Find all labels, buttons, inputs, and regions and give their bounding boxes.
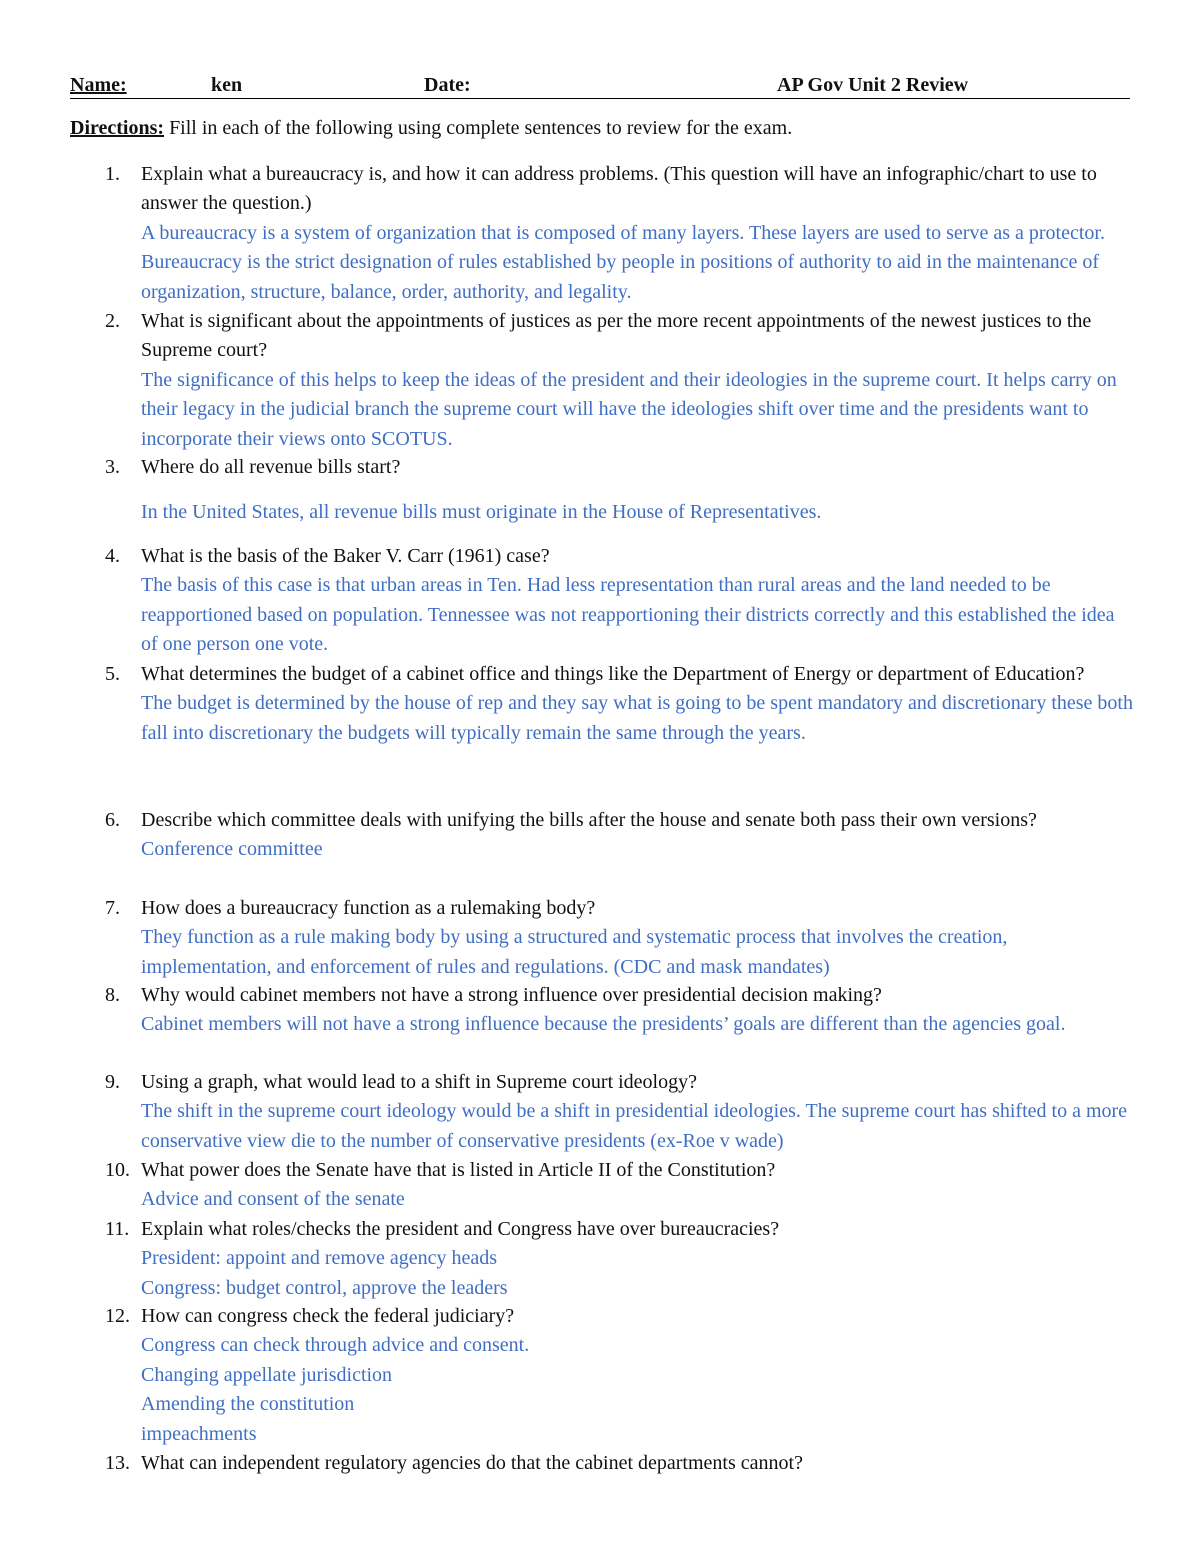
question-number: 13.: [105, 1452, 130, 1474]
answer-text: They function as a rule making body by using a structured and systematic process that involves the creation, implementation, and enforcement of rules and regulations. (CDC and mask mandates): [141, 926, 1008, 978]
answer-text: The significance of this helps to keep the ideas of the president and their ideologies in the supreme court. It helps carry on their legacy in the judicial branch the supreme court will have the ideologies shift over time and the presidents want to incorporate their views onto SCOTUS.: [141, 368, 1117, 450]
directions-label: Directions:: [70, 117, 165, 139]
question-text: Where do all revenue bills start?: [141, 456, 401, 478]
answer-text: Congress: budget control, approve the leaders: [141, 1276, 508, 1299]
question-number: 3.: [105, 456, 120, 478]
question-number: 7.: [105, 897, 120, 919]
answer-text: Changing appellate jurisdiction: [141, 1363, 393, 1386]
question-number: 4.: [105, 545, 120, 567]
answer-text: Congress can check through advice and consent.: [141, 1334, 530, 1357]
answer-text: Amending the constitution: [141, 1393, 355, 1416]
answer-text: The budget is determined by the house of rep and they say what is going to be spent mandatory and discretionary these both fall into discretionary the budgets will typically remain the same through the years.: [141, 692, 1133, 744]
question-number: 10.: [105, 1159, 130, 1181]
question-item: [105, 160, 1136, 307]
answer-text: President: appoint and remove agency heads: [141, 1247, 497, 1270]
page-title: AP Gov Unit 2 Review: [777, 74, 969, 96]
question-item: [105, 806, 1136, 865]
question-number: 2.: [105, 310, 120, 332]
question-text: How can congress check the federal judiciary?: [141, 1305, 515, 1327]
question-item: [105, 542, 1136, 660]
question-text: Explain what a bureaucracy is, and how it can address problems. (This question will have an infographic/chart to use to answer the question.): [141, 163, 1097, 215]
question-item: [105, 1068, 1136, 1156]
question-text: Using a graph, what would lead to a shift in Supreme court ideology?: [141, 1071, 697, 1093]
question-number: 5.: [105, 663, 120, 685]
answer-text: The basis of this case is that urban areas in Ten. Had less representation than rural areas and the land needed to be reapportioned based on population. Tennessee was not reapportioning their districts correctly and this established the idea of one person one vote.: [141, 574, 1115, 656]
question-number: 6.: [105, 809, 120, 831]
question-item: [105, 1215, 1136, 1303]
question-text: How does a bureaucracy function as a rulemaking body?: [141, 897, 596, 919]
question-item: [105, 453, 1136, 528]
question-item: [105, 1449, 1136, 1478]
question-text: Describe which committee deals with unifying the bills after the house and senate both pass their own versions?: [141, 809, 1037, 831]
question-item: [105, 894, 1136, 982]
answer-text: Cabinet members will not have a strong influence because the presidents’ goals are different than the agencies goal.: [141, 1013, 1066, 1036]
question-number: 11.: [105, 1218, 130, 1240]
question-item: [105, 660, 1136, 748]
question-text: Why would cabinet members not have a strong influence over presidential decision making?: [141, 984, 882, 1006]
name-value: ken: [211, 74, 243, 96]
question-item: [105, 1156, 1136, 1215]
question-text: What determines the budget of a cabinet office and things like the Department of Energy or department of Education?: [141, 663, 1085, 685]
question-item: [105, 981, 1136, 1040]
question-item: [105, 1302, 1136, 1449]
answer-text: A bureaucracy is a system of organization that is composed of many layers. These layers are used to serve as a protector. Bureaucracy is the strict designation of rules established by people in positions of authority to aid in the maintenance of organization, structure, balance, order, authority, and legality.: [141, 221, 1105, 303]
question-text: What power does the Senate have that is listed in Article II of the Constitution?: [141, 1159, 776, 1181]
question-text: What is significant about the appointments of justices as per the more recent appointments of the newest justices to the Supreme court?: [141, 310, 1092, 362]
answer-text: The shift in the supreme court ideology would be a shift in presidential ideologies. The supreme court has shifted to a more conservative view die to the number of conservative presidents (ex-Roe v wade): [141, 1100, 1128, 1152]
question-number: 12.: [105, 1305, 130, 1327]
answer-text: Conference committee: [141, 838, 323, 861]
answer-text: impeachments: [141, 1422, 257, 1445]
directions: [70, 117, 792, 140]
answer-text: Advice and consent of the senate: [141, 1188, 405, 1211]
question-number: 9.: [105, 1071, 120, 1093]
name-label: Name:: [70, 74, 127, 96]
date-label: Date:: [424, 74, 471, 96]
question-text: What is the basis of the Baker V. Carr (1961) case?: [141, 545, 550, 567]
directions-text: Fill in each of the following using complete sentences to review for the exam.: [164, 117, 793, 139]
question-item: [105, 307, 1136, 454]
header-row: [70, 72, 1130, 99]
question-number: 8.: [105, 984, 120, 1006]
answer-text: In the United States, all revenue bills must originate in the House of Representatives.: [141, 501, 822, 524]
question-text: Explain what roles/checks the president and Congress have over bureaucracies?: [141, 1218, 780, 1240]
question-text: What can independent regulatory agencies do that the cabinet departments cannot?: [141, 1452, 803, 1474]
question-number: 1.: [105, 163, 120, 185]
